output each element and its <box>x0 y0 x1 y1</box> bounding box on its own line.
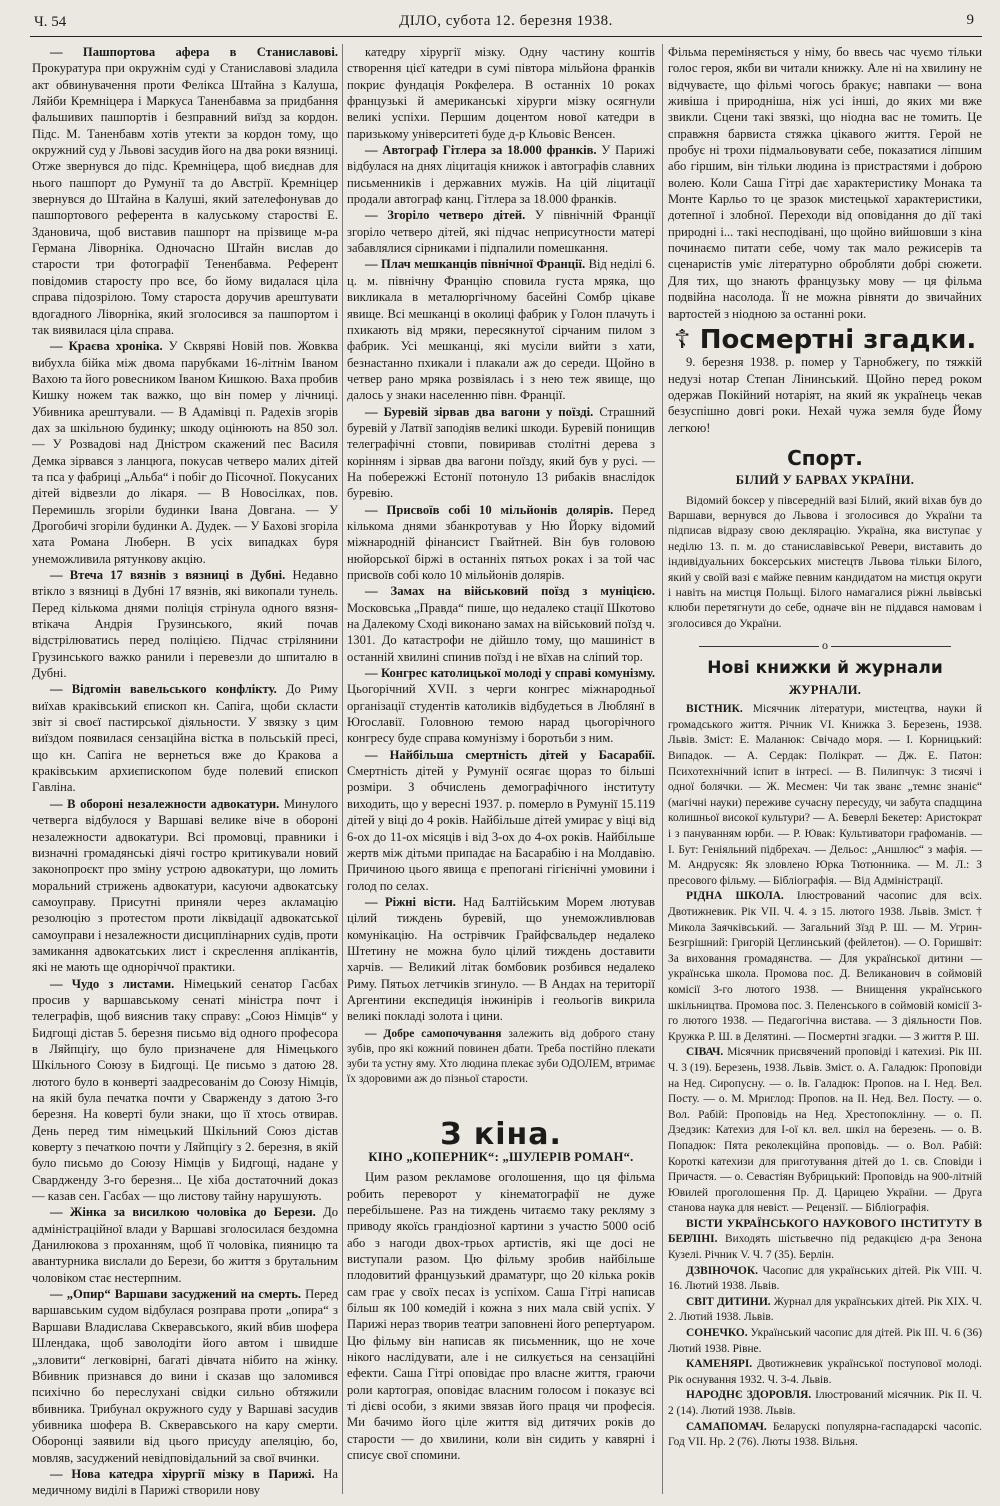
item-body: Над Балтійським Морем лютував цілий тиждень буревій, що унеможливлював комунікацію. На острівчик Грайфсвальдер недалеко Штетину не можна було цілий тиждень доставити харчів. — Великий літак бомбовик розбився недалеко Риму. Пятьох летчиків згинуло. — В Андах на території Аргентини експедиція інжинірів і геольогів викрила великі покладі золота і цини. <box>347 894 655 1024</box>
item-body: Страшний буревій у Латвії заподіяв великі шкоди. Буревій понищив телеграфічні стовпи, повиривав столітні дерева з корінням і зірвав два вагони поїзду, який був у русі. — На побережжі Естонії потонуло 13 рибаків внаслідок буревію. <box>347 404 656 501</box>
item-body: Німецький сенатор Гасбах просив у варшавському сенаті міністра почт і телеграфів, щоб вияснив таку справу: „Союз Німців“ у Бидгощі дістав 5. березня письмо від одного професора в Ляйпціґу, що було призначене для Німецького Шкільного Союзу в Бидгощі. Це письмо з датою 28. лютого було в конверті заадресованім до Союзу Німців, на якій була печатка почти у Сварженду з датою 3-го березня. На коверті були знаки, що її хтось отвирав. День перед тим німецький Шкільний Союз дістав коверту з печаткою почти у Ляйпціґу з 2. березня, в якій було письмо до Союзу Німців у Бидгощі, надане у Свардженду 3-го березня... Це хіба достаточний доказ — казав сен. Гасбах — що листову тайну нарушують. <box>32 976 338 1204</box>
cross-icon: ☦ <box>673 324 691 355</box>
journal-entry <box>668 1388 982 1419</box>
books-heading: Нові книжки й журнали <box>707 657 943 678</box>
masthead-title: ДІЛО, субота 12. березня 1938. <box>399 13 613 29</box>
item-title: ДЗВІНОЧОК. <box>686 1264 758 1277</box>
column-1 <box>32 44 338 1499</box>
sport-text: Відомий боксер у півсередній вазі Білий, який віхав був до Варшави, вернувся до Львова і зголосився до України та підписав відразу свою деклярацію. Україна, яка виступає у неділю 13. п. м. до станиславівської Ревери, виставить до індивідуальних боксерських мистецтв Львова тільки Білого, який у своїй вазі є майже певним кандидатом на мистця округи і навіть на мистця Польщі. Білого намагалися ріжні львівські клюби перетягнути до себе, одначе він не піддався намовам і зголосився до України. <box>668 493 982 630</box>
obituary-text: 9. березня 1938. р. помер у Тарнобжегу, по тяжкій недузі нотар Степан Лінинський. Щойно перед роком одержав Покійний нотаріят, на який як українець чекав безуспішно довгі роки. Нехай чужа земля буде Йому легкою! <box>668 355 982 435</box>
news-item <box>347 502 655 584</box>
news-item <box>32 681 338 795</box>
item-title: — Буревій зірвав два вагони у поїзді. <box>365 404 594 419</box>
item-title: — Конгрес католицької молоді у справі комунізму. <box>365 666 655 681</box>
issue-number: Ч. 54 <box>34 14 67 30</box>
item-body: Двотижневик української поступової молоді. Рік оснування 1932. Ч. 3-4. Львів. <box>668 1358 982 1386</box>
item-title: ВІСТИ УКРАЇНСЬКОГО НАУКОВОГО ІНСТИТУТУ В БЕРЛІНІ. <box>668 1217 982 1246</box>
journal-entry <box>668 1045 982 1217</box>
cinema-review-part-2: Фільма переміняється у німу, бо ввесь час чуємо тільки голос героя, якби ви читали книжку. Але ні на хвилину не відчуваєте, що фільмі чогось бракує; навпаки — вона живіша і природніша, ніж усі інші, до яких ми вже звикли. Сцени такі звязкі, що ніодна вас не томить. Це справжня барвиста стяжка цікавого життя. Герой не пробує ні трохи підмальовувати себе, показатися ліпшим або гіршим, він тільки людина із пристрастями і доброю волею. Коли Саша Гітрі дає характеристику Монака та Монте Карльо то це зразок мистецької характеристики, дотепної і злобної. Переходи від оповідання до дії такі природні і... такі несподівані, що щойно вийшовши з кіна починаємо питати себе, чому так мало режисерів та сценаристів уміє літературно обробляти добрі сюжети. Для тих, що знають французьку мову — ця фільма подвійна насолода. Її не можна рівняти до звичайних вартостей з ніодною за останні роки. <box>668 45 982 321</box>
news-item <box>347 894 655 1025</box>
column-2 <box>347 44 655 1464</box>
item-body: Прокуратура при окружнім суді у Станиславові зладила акт обвинувачення проти Фелікса Штайна з Калуша, Ляйби Кремніцера і Маркуса Таненбавма за придбання фальшивих пашпортів і безправний виїзд за кордон. Підс. М. Таненбавм хотів утекти за кордон тому, що окружний суд у Львові засудив його на два роки вязниці. Отже звернувся до підс. Кремніцера, щоб виєднав для нього пашпорт до Румунії та до Австрії. Кремніцер звернувся до Штайна в Калуші, який зателефонував до пашпортового референта в калуському старостві Е. Здановича, щоб виставив пашпорт на прізвище м-ра Германа Лівоpніка. Одночасно Штайн вислав до старости три фотографії Тененбавма. Референт повідомив старосту про все, бо йому видалася ціла справа підозрілою. Тому староста доручив арештувати вдогадного Лівоpніка, який зголосився за пашпортом і так виявилася ціла справа. <box>32 61 338 337</box>
journal-entry <box>668 1357 982 1388</box>
item-title: — Плач мешканців північної Франції. <box>365 257 586 272</box>
item-title: — Згоріло четверо дітей. <box>365 208 526 223</box>
news-item <box>32 1204 338 1286</box>
item-body: Часопис для українських дітей. Рік VIII. Ч. 16. Лютий 1938. Львів. <box>668 1264 982 1293</box>
cinema-heading: З кіна. <box>440 1116 562 1152</box>
item-body: До Риму виїхав краківський єпископ кн. Сапіга, щоби скласти звіт зі своєї пастирської діяльности. У звязку з цим виїздом появилася сензаційна вістка в польській пресі, що кн. Сапіга не вернеться вже до Кракова а краківським архиєпископом буде полевий єпископ Гавліна. <box>32 682 338 795</box>
journal-entry <box>668 1217 982 1264</box>
news-item <box>32 976 338 1205</box>
column-divider <box>662 44 663 1494</box>
item-title: — „Опир“ Варшави засуджений на смерть. <box>50 1287 302 1302</box>
item-title: — Присвоїв собі 10 мільйонів долярів. <box>365 502 614 517</box>
advert: — Добре самопочування залежить від доброго стану зубів, про які кожний повинен дбати. Треба постійно плекати зуби та устну яму. Хто людина плекає зуби ОДОЛЕМ, втримає їх здоровими аж до пізньої старости. <box>347 1027 655 1085</box>
news-item <box>347 404 655 502</box>
news-item <box>347 44 655 142</box>
journal-list <box>668 702 982 1451</box>
item-title: СІВАЧ. <box>686 1046 724 1059</box>
item-title: — Пашпортова афера в Станиславові. <box>50 45 338 59</box>
column-3 <box>668 44 982 1451</box>
item-body: Недавно втікло з вязниці в Дубні 17 вязнів, які викопали тунель. Перед кількома днями поліція стрінула одного вязня-втікача Андрія Грузинського, який почав відстрілюватись перед поліцією. Підчас стрілянини Грузинського важко ранили і перевезли до шпиталю в Дубні. <box>32 568 338 681</box>
journal-entry <box>668 1326 982 1357</box>
news-item <box>32 1466 338 1499</box>
item-body: Ілюстрований місячник. Рік II. Ч. 2 (14). Лютий 1938. Львів. <box>668 1389 982 1417</box>
item-title: СОНЕЧКО. <box>686 1327 748 1340</box>
item-body: У північній Франції згоріло четверо дітей, які підчас неприсутности матері забавлялися сірниками і підпалили помешкання. <box>347 208 655 256</box>
journal-entry <box>668 1264 982 1295</box>
sport-heading: Спорт. <box>787 445 863 470</box>
item-body: Минулого четверга відбулося у Варшаві велике віче в обороні незалежности адвокатури. Всі промовці, правники і визначні громадянські діячі гостро критикували новий законопроєкт про зміну устрою адвокатури, що ломить моральний стрижень адвокатури, касуючи адвокатську самоуправу. Присутні приняли через акламацію резолюцію з протестом проти ліквідації адвокатської самоуправи і незалежности дисциплінарних судів, проти замикання адвокатських лист і скреслення аплікантів, які не мають ще одноріччої практики. <box>32 796 338 975</box>
news-list <box>347 44 655 1025</box>
news-item <box>347 256 655 403</box>
item-title: — Найбільша смертність дітей у Басарабії. <box>365 747 655 762</box>
journals-subheading: ЖУРНАЛИ. <box>788 682 862 697</box>
item-title: НАРОДНЄ ЗДОРОВЛЯ. <box>686 1389 812 1402</box>
journal-entry <box>668 889 982 1045</box>
item-title: — Замах на військовий поїзд з муніцією. <box>365 584 655 599</box>
item-title: СВІТ ДИТИНИ. <box>686 1295 771 1308</box>
item-title: ВІСТНИК. <box>686 703 743 716</box>
item-body: катедру хірургії мізку. Одну частину коштів створення цієї катедри в сумі півтора мільйона франків покриє фундація Рокфелера. В останніх 10 роках французькі й американські хірурги мізку осягнули великі успіхи. Першим доцентом нової катедри в паризькому університеті буде д-р Кльовіс Венсен. <box>347 45 655 141</box>
news-item <box>32 1286 338 1466</box>
item-body: Перед кількома днями збанкротував у Ню Йорку відомий міжнародній фінансист Гвайтней. Він був головою нюйорської біржі в останніх пятьох роках і за той час присвоїв собі коло 10 мільйонів долярів. <box>347 502 655 582</box>
item-body: Цьогорічний XVII. з черги конгрес міжнародньої організації студентів католиків відбудеться в Люблянї в Югославії. Головною темою нарад цьогорічного конгресу буде справа комунізму і боротьби з ним. <box>347 682 655 746</box>
item-body: Місячник присвячений проповіді і катехизі. Рік III. Ч. 3 (19). Березень, 1938. Львів. Зміст. о. А. Галадюк: Проповіди на Нед. Сиропусну. — о. Ів. Галадюк: Пропов. на І. Нед. Вел. Посту. — о. М. Мриглод: Пропов. на II. Нед. Вел. Посту. — о. Вол. Рабій: Проповідь на Нед. Хрестопоклінну. — о. П. Дзедзик: Катехиз для I-ої кл. вел. шкіл на березень. — о. В. Попадюк: Пята реколекційна проповідь. — о. Вол. Рабій: Короткі катехизи для приготування дітей до 1. св. Сповіди і Причастя. — о. Севастіян Вубрицький: Проповідь на 900-літній Ювилей проголошення Пр. Д. Царицею України. — Друга станова наука для невіст. — Рецензії. — Бібліографія. <box>668 1046 982 1215</box>
item-body: Беларускі популярна-гаспадарскі часопіс. Год VII. Нр. 2 (76). Люты 1938. Вільня. <box>668 1420 982 1449</box>
cinema-review-part-1: Цим разом рекламове оголошення, що ця фільма робить переворот у кінематографії не дуже перебільшене. Раз на тиждень читаємо таку рекляму з приводу якоїсь грандіозної картини з участю 5000 осіб або з нагоди двох-трьох артистів, які ще досі не виступали разом. Цю фільму зробив найбільше плодовитий французький драматург, що 20 кілька років сам грає у своїх песах із успіхом. Саша Гітрі написав більш як 100 комедій і кожна з них мала свій успіх. У Парижі нераз творив театри заповнені його репертуаром. Цю фільму він написав як письменник, що не хоче нікого наслідувати, але і не силкується на сензаційні ефекти. Саша Гітрі оповідає про власне життя, граючи роли картограя, оповідає власним голосом і показує всі ті дієві особи, з якими звязав його праця чи професія. Ми бачимо його ціле життя від дитячих років до старости — до хвилини, коли він сидить у кавярні і списує свої спомини. <box>347 1170 655 1463</box>
journal-entry <box>668 702 982 889</box>
item-body: Перед варшавським судом відбулася розправа проти „опира“ з Варшави Владислава Скверавського, який вбив шофера Шлендака, щоб заволодіти його автом і швидше „зловити“ легковірні, багаті дівчата нібито на жінку. Вбивник признався до вини і сказав що заломився психічно бо переслухані свідки сильно обтяжили вбивника. Трибунал окружного суду у Варшаві засудив убивника шофера В. Скверавського на кару смерти. Оборонці заявили від цього присуду апеляцію, бо, мовляв, засуджений невідповідальний за свої вчинки. <box>32 1287 338 1465</box>
item-body: Ілюстрований часопис для всіх. Двотижневик. Рік VII. Ч. 4. з 15. лютого 1938. Львів. Зміст. † Микола Заячківський. — Загальний Зїзд Р. Ш. — М. Угрин-Безгрішний: Григорій Цеглинський (фейлетон). — О. Горишвіт: За виховання громадянства. — Для української дитини — українська школа. Промова пос. Д. Великанович в соймовій комісії 3-го лютого 1938. — Внищення українського шкільництва. Промова пос. З. Пеленського в соймовій комісії 3-го лютого 1938. — Педагогічна вистава. — З діяльности Пов. Кружка Р. Ш. в Делятині. — Посмертні згадки. — З життя Р. Ш. <box>668 890 982 1043</box>
news-item <box>347 207 655 256</box>
item-body: Виходять шістьвечно під редакцією д-ра Зенона Кузелі. Річник V. Ч. 7 (35). Берлін. <box>668 1233 982 1262</box>
item-title: — Краєва хроніка. <box>50 339 163 354</box>
news-item <box>32 338 338 567</box>
sport-subtitle: БІЛИЙ У БАРВАХ УКРАЇНИ. <box>735 473 915 488</box>
item-body: Місячник літератури, мистецтва, науки й громадського життя. Річник VI. Книжка 3. Березень, 1938. Львів. Зміст: Е. Маланюк: Свічадо моря. — І. Корницький: Випадок. — А. Сердак: Полікрат. — Дж. Е. Патон: Психотехнічний іспит в інтресі. — В. Пилипчук: З тисячі і одної болячки. — Ж. Месмен: Чи так званє „темнє знаніє“ (магічні науки) переживе сучасну пересуду, чи забута спадщина колишньої високої культури? — А. Беверлі Бекетер: Аристократ і з пануванням юрби. — Р. Ювак: Культиватори графоманів. — І. Бут: Геніяльний підбрехач. — Дельос: „Аншлюс“ з мафія. — М. Андрусяк: Як зловлено Юрка Тютюнника. — М. Л.: З пресового фільму. — Бібліографія. — Від Адміністрації. <box>668 703 982 887</box>
item-body: Журнал для українських дітей. Рік XIX. Ч. 2. Лютий 1938. Львів. <box>668 1295 982 1324</box>
item-title: — Чудо з листами. <box>50 976 175 991</box>
news-item <box>347 142 655 207</box>
item-title: — Нова катедра хірургії мізку в Парижі. <box>50 1466 315 1481</box>
item-body: Смертність дітей у Румунії осягає щораз то більші розміри. З обчислень демографічного інституту виходить, що у вересні 1937. р. померло в Румунії 15.119 дітей у віці до 4 років. Найбільше дітей умирає у віці від 6-ох до 11-ох місяців і від 3-ох до 4-ох років. Найбільше жертв між дітьми припадає на Басарабію і на Молдавію. Причиною цього явища є препогані гігієнічні умовини і голод по селах. <box>347 764 655 893</box>
item-title: САМАПОМАЧ. <box>686 1420 767 1433</box>
journal-entry <box>668 1295 982 1326</box>
news-item <box>32 796 338 976</box>
item-body: У Парижі відбулася на днях ліцитація книжок і автографів славних письменників і державних мужів. На цій ліцитації продали автограф канц. Гітлера за 18.000 франків. <box>347 143 655 207</box>
journal-entry <box>668 1420 982 1451</box>
item-body: Від неділі 6. ц. м. північну Францію сповила густа мряка, що викликала в металюргічному басейні Сомбр цікаве явище. Всі мешканці в околиці фабрик у Голон плачуть і пхикають від мряки, пересякнутої сірчаним пилом з фабрик. Усі мешканці, які мусіли вийти з хати, безнастанно пхикали і плакали аж до середи. Щойно в четвер рано мряка розвіялась і з нею теж явище, що далось у знаки населенню півн. Франції. <box>347 257 655 403</box>
news-item <box>347 665 655 747</box>
item-title: — В обороні незалежности адвокатури. <box>50 796 280 811</box>
divider: o <box>668 637 982 653</box>
obituary-heading: ☦ Посмертні згадки. <box>673 324 977 355</box>
item-body: Московська „Правда“ пише, що недалеко стації Шкотово на Далекому Сході виконано замах на військовий поїзд ч. 1301. До катастрофи не дійшло тому, що машиніст в останній хвилині спинив поїзд і не вїхав на сліпий тор. <box>347 600 655 664</box>
item-body: До адміністраційної влади у Варшаві зголосилася бездомна Данилюкова з проханням, щоб її чоловіка, пияницю та авантурника вислали до Берези, бо життя з брутальним чоловіком стає нестерпним. <box>32 1205 338 1285</box>
item-title: — Ріжні вісти. <box>365 894 456 909</box>
item-title: — Відгомін вавельського конфлікту. <box>50 682 277 697</box>
news-item <box>32 567 338 681</box>
page-header <box>30 12 982 37</box>
cinema-subtitle: КІНО „КОПЕРНИК“: „ШУЛЕРІВ РОМАН“. <box>368 1149 634 1164</box>
item-title: — Жінка за висилкою чоловіка до Берези. <box>50 1205 316 1220</box>
news-item <box>347 583 655 665</box>
page-number: 9 <box>966 12 974 28</box>
news-item <box>347 747 655 894</box>
item-body: На медичному виділі в Парижі створили нову <box>32 1466 338 1498</box>
item-body: Український часопис для дітей. Рік III. Ч. 6 (36) Лютий 1938. Рівне. <box>668 1327 982 1355</box>
item-body: У Сквряві Новій пов. Жовква вибухла бійка між двома парубками 16-літнім Іваном Вахою та його ровесником Іваном Кишкою. Ваха пробив Кишку ножем так важко, що він помер у лічниці. Убивника арештували. — В Адамівці п. Радехів згорів дах за шкільною будинку; шкоду оцінюють на 850 зол. — У Розвадові над Дністром скажений пес Василя Демка зірвався з ланцюга, покусав четверо малих дітей та пса у фабриці „Альба“ і побіг до Пісочної. Покусаних дітей відвезли до лікаря. — В Новосілках, пов. Перемишль згоріли будинки Івана Довгана. — У Дрогобичі згоріли будинки А. Дудек. — У Бахові згоріла хата Романа Люберн. В усіх випадках буря унеможливила рятункову акцію. <box>32 339 338 566</box>
news-item <box>32 44 338 338</box>
item-title: — Втеча 17 вязнів з вязниці в Дубні. <box>50 568 286 582</box>
item-title: РІДНА ШКОЛА. <box>686 890 784 903</box>
item-title: КАМЕНЯРІ. <box>686 1358 753 1371</box>
item-title: — Автограф Гітлера за 18.000 франків. <box>365 143 597 158</box>
column-divider <box>342 44 343 1494</box>
